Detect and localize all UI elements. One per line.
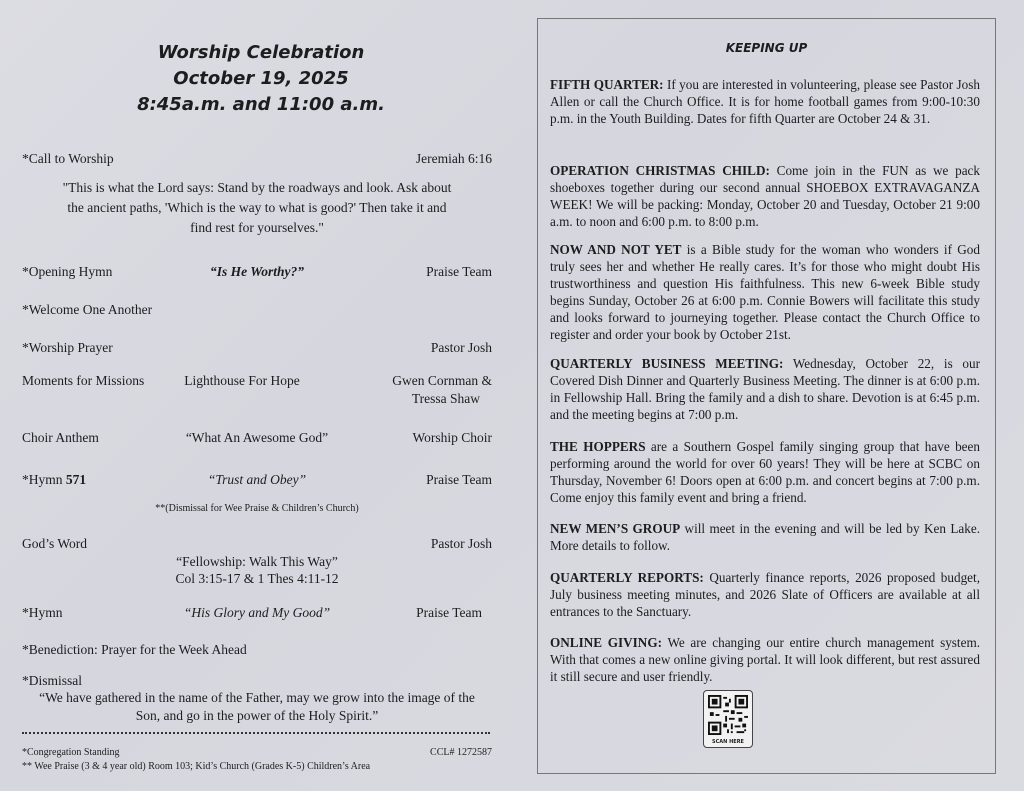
missions-label: Moments for Missions xyxy=(22,373,145,388)
call-quote xyxy=(22,178,492,238)
choir-anthem-leader: Worship Choir xyxy=(412,430,492,445)
ccli-number: CCL# 1272587 xyxy=(430,747,492,758)
announcement-heading: OPERATION CHRISTMAS CHILD: xyxy=(550,163,770,178)
hymn-number: 571 xyxy=(65,472,87,487)
qr-code[interactable] xyxy=(703,690,753,748)
welcome-label: *Welcome One Another xyxy=(22,302,153,317)
footnote-children: ** Wee Praise (3 & 4 year old) Room 103; Kid’s Church (Grades K-5) Children’s Area xyxy=(22,761,371,772)
announcement-heading: FIFTH QUARTER: xyxy=(550,77,664,92)
sermon-title: “Fellowship: Walk This Way” xyxy=(176,554,338,569)
dotted-divider xyxy=(22,732,490,734)
gods-word-label: God’s Word xyxy=(22,536,88,551)
qr-scan-label: SCAN HERE xyxy=(712,739,744,745)
worship-prayer-label: *Worship Prayer xyxy=(22,340,113,355)
panel-title: KEEPING UP xyxy=(725,41,808,55)
title-line-2: October 19, 2025 xyxy=(173,68,349,89)
announcement-body: Come join in the FUN as we pack shoeboxes together during our second annual SHOEBOX EXTRAVAGANZA WEEK! We will be packing: Monday, October 20 and Tuesday, October 21 9:00 a.m. to noon and 6:00 p.m. to 8:00 p.m. xyxy=(550,163,980,229)
dismissal-label: *Dismissal xyxy=(22,673,83,688)
order-of-worship xyxy=(22,0,492,791)
announcement-body: are a Southern Gospel family singing group that have been performing around the world for over 60 years! They will be here at SCBC on Thursday, November 6! Doors open at 6:00 p.m. and concert begins at 7:00 p.m. Come enjoy this family event and bring a friend. xyxy=(550,439,980,505)
dismissal-note: **(Dismissal for Wee Praise & Children’s Church) xyxy=(155,503,359,514)
announcement-heading: THE HOPPERS xyxy=(550,439,646,454)
qr-code-icon xyxy=(708,695,748,735)
announcement-heading: QUARTERLY REPORTS: xyxy=(550,570,704,585)
quote-line: "This is what the Lord says: Stand by the roadways and look. Ask about xyxy=(62,180,452,195)
hymn-title: “Trust and Obey” xyxy=(207,472,307,487)
hymn2-leader: Praise Team xyxy=(416,605,482,620)
announcement xyxy=(550,438,980,506)
announcement-heading: NEW MEN’S GROUP xyxy=(550,521,681,536)
dismissal-line: Son, and go in the power of the Holy Spirit.” xyxy=(135,708,379,723)
gods-word-leader: Pastor Josh xyxy=(430,536,492,551)
hymn2-label: *Hymn xyxy=(22,605,63,620)
announcement xyxy=(550,355,980,423)
missions-leader-1: Gwen Cornman & xyxy=(392,373,492,388)
title-line-1: Worship Celebration xyxy=(157,42,365,63)
announcement-heading: QUARTERLY BUSINESS MEETING: xyxy=(550,356,784,371)
announcement-body: will meet in the evening and will be led by Ken Lake. More details to follow. xyxy=(550,521,980,553)
hymn-label-text: *Hymn xyxy=(22,472,63,487)
announcement xyxy=(550,634,980,685)
quote-line: the ancient paths, 'Which is the way to what is good?' Then take it and xyxy=(67,200,447,215)
choir-anthem-label: Choir Anthem xyxy=(22,430,99,445)
benediction-label: *Benediction: Prayer for the Week Ahead xyxy=(22,642,247,657)
call-to-worship-label: *Call to Worship xyxy=(22,151,114,166)
worship-prayer-leader: Pastor Josh xyxy=(430,340,492,355)
choir-anthem-title: “What An Awesome God” xyxy=(185,430,329,445)
missions-leader-2: Tressa Shaw xyxy=(411,391,480,406)
announcement-heading: NOW AND NOT YET xyxy=(550,242,682,257)
missions-title: Lighthouse For Hope xyxy=(184,373,300,388)
announcement xyxy=(550,162,980,230)
footnote-standing-row xyxy=(22,746,492,759)
announcement-body: If you are interested in volunteering, please see Pastor Josh Allen or call the Church Office. It is for home football games from 9:00-10:30 p.m. in the Youth Building. Dates for fifth Quarter are October 24 & 31. xyxy=(550,77,980,126)
title-line-3: 8:45a.m. and 11:00 a.m. xyxy=(137,94,385,115)
hymn2-title: “His Glory and My Good” xyxy=(183,605,331,620)
announcement xyxy=(550,520,980,554)
announcement xyxy=(550,569,980,620)
announcement-body: Wednesday, October 22, is our Covered Dish Dinner and Quarterly Business Meeting. The dinner is at 6:00 p.m. in Fellowship Hall. Bring the family and a dish to share. Devotion is at 6:45 p.m. and the meeting begins at 7:00 p.m. xyxy=(550,356,980,422)
sermon-ref: Col 3:15-17 & 1 Thes 4:11-12 xyxy=(175,571,339,586)
announcement-body: We are changing our entire church management system. With that comes a new online giving portal. It will look different, but rest assured it still secure and user friendly. xyxy=(550,635,980,684)
announcement-heading: ONLINE GIVING: xyxy=(550,635,662,650)
announcement-body: is a Bible study for the woman who wonders if God truly sees her and whether He really cares. It’s for those who might doubt His trustworthiness and question His faithfulness. This new 6-week Bible study begins Sunday, October 26 at 6:00 p.m. Connie Bowers will facilitate this study and looks forward to journeying together. Please contact the Church Office to register and order your book by October 21st. xyxy=(550,242,980,342)
announcement xyxy=(550,241,980,343)
dismissal-line: “We have gathered in the name of the Father, may we grow into the image of the xyxy=(39,690,475,705)
dismissal-quote xyxy=(22,689,492,725)
announcement xyxy=(550,76,980,127)
opening-hymn-title: “Is He Worthy?” xyxy=(209,264,304,279)
announcement-body: Quarterly finance reports, 2026 proposed budget, July business meeting minutes, and 2026 Slate of Officers are available at all entrances to the Sanctuary. xyxy=(550,570,980,619)
hymn-leader: Praise Team xyxy=(426,472,492,487)
opening-hymn-label: *Opening Hymn xyxy=(22,264,113,279)
footnote-standing: *Congregation Standing xyxy=(22,747,120,758)
opening-hymn-leader: Praise Team xyxy=(426,264,492,279)
call-to-worship-ref: Jeremiah 6:16 xyxy=(415,151,492,166)
quote-line: find rest for yourselves." xyxy=(190,220,324,235)
keeping-up-panel xyxy=(537,18,996,774)
